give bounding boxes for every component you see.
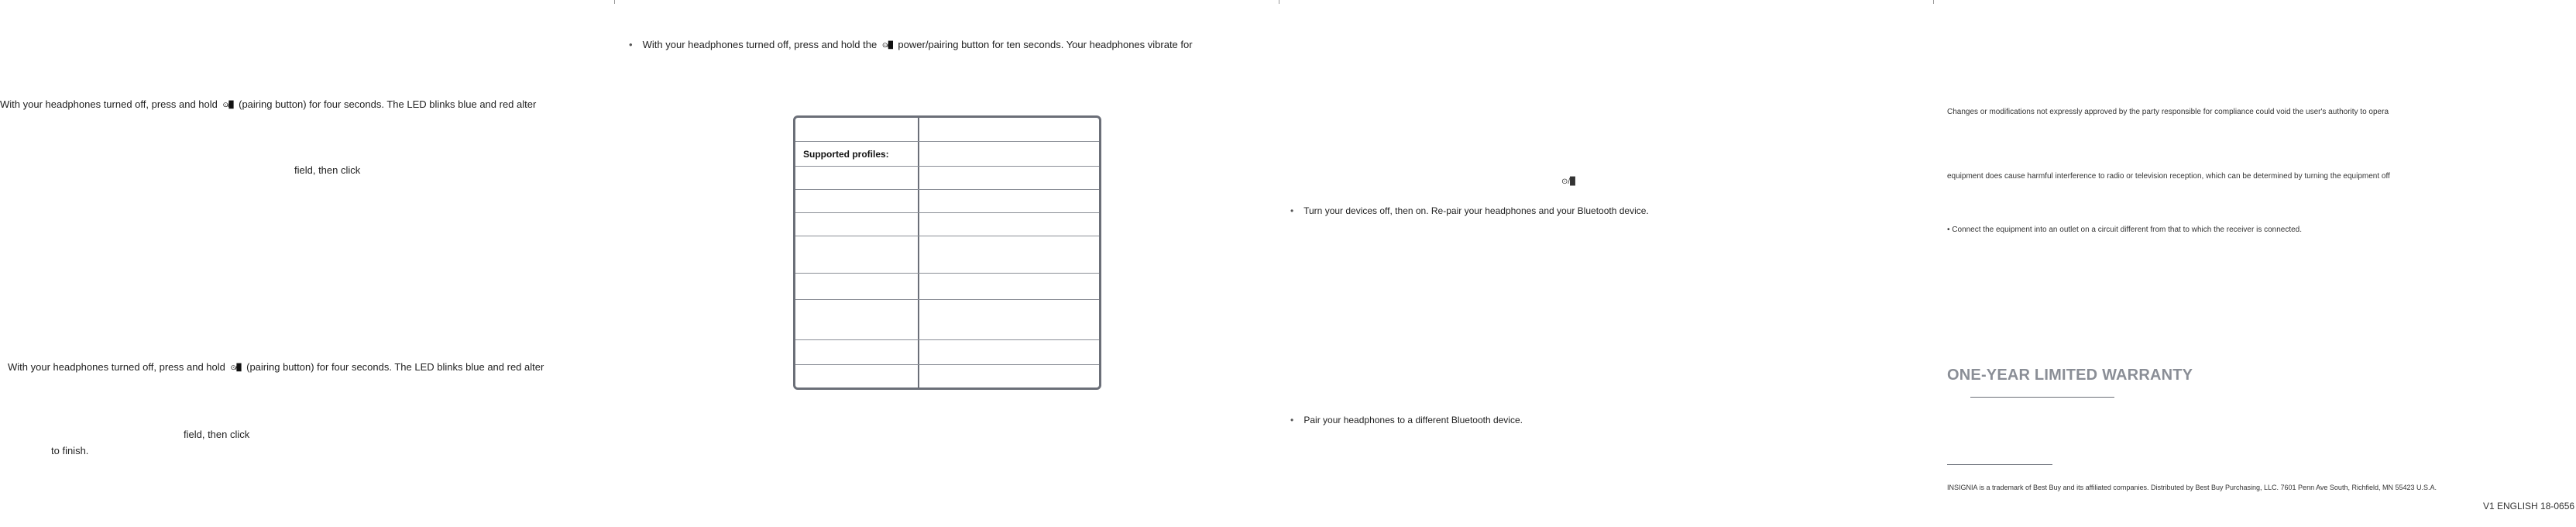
power-pairing-icon: ⊙/▉ xyxy=(1561,177,1576,186)
table-row-divider xyxy=(795,273,1099,274)
bullet-marker: • xyxy=(1290,415,1294,425)
troubleshoot-bullet-2-text: Pair your headphones to a different Bluetooth device. xyxy=(1303,415,1523,425)
pairing-step-a-line2: field, then click xyxy=(294,164,361,176)
warranty-underline xyxy=(1970,397,2114,398)
specifications-table xyxy=(793,115,1101,390)
bullet-marker: • xyxy=(1290,205,1294,216)
reset-text: With your headphones turned off, press and hold the xyxy=(642,39,878,50)
fcc-notice-line-2: equipment does cause harmful interference to radio or television reception, which can be determined by turning the equipment off xyxy=(1947,172,2390,181)
reset-instruction xyxy=(629,39,1193,50)
supported-profiles-label: Supported profiles: xyxy=(803,149,889,160)
troubleshoot-bullet-1-text: Turn your devices off, then on. Re-pair your headphones and your Bluetooth device. xyxy=(1303,205,1649,216)
pairing-step-a-text-after: (pairing button) for four seconds. The LED blinks blue and red alter xyxy=(239,98,537,110)
reset-text-after: power/pairing button for ten seconds. Your headphones vibrate for xyxy=(898,39,1193,50)
pairing-step-b-line2: field, then click xyxy=(184,429,250,440)
footnote-rule xyxy=(1947,464,2052,465)
fcc-notice-line-1: Changes or modifications not expressly approved by the party responsible for compliance could void the user's authority to opera xyxy=(1947,108,2389,116)
power-pairing-icon: ⊙/▉ xyxy=(881,41,893,49)
troubleshoot-bullet-1 xyxy=(1290,205,1649,217)
crop-mark xyxy=(1933,0,1934,4)
power-pairing-icon: ⊙/▉ xyxy=(222,101,234,108)
pairing-step-a-text: With your headphones turned off, press and hold xyxy=(0,98,218,110)
table-row-divider xyxy=(795,166,1099,167)
pairing-step-a xyxy=(0,98,536,110)
table-row-divider xyxy=(795,189,1099,190)
table-row-divider xyxy=(795,141,1099,142)
pairing-step-b-text: With your headphones turned off, press and hold xyxy=(8,361,225,373)
pairing-step-b-text-after: (pairing button) for four seconds. The LED blinks blue and red alter xyxy=(246,361,544,373)
table-row-divider xyxy=(795,364,1099,365)
warranty-title: ONE-YEAR LIMITED WARRANTY xyxy=(1947,367,2193,384)
pairing-step-b xyxy=(8,361,544,373)
bullet-marker: • xyxy=(629,39,633,50)
table-row-divider xyxy=(795,339,1099,340)
power-pairing-icon: ⊙/▉ xyxy=(230,363,242,371)
pairing-step-b-line3: to finish. xyxy=(51,445,89,456)
crop-mark xyxy=(614,0,615,4)
table-column-divider xyxy=(918,118,919,388)
trademark-notice: INSIGNIA is a trademark of Best Buy and its affiliated companies. Distributed by Best Buy Purchasing, LLC. 7601 Penn Ave South, Richfield, MN 55423 U.S.A. xyxy=(1947,484,2437,491)
version-label: V1 ENGLISH 18-0656 xyxy=(2483,501,2575,512)
fcc-notice-line-3: • Connect the equipment into an outlet on a circuit different from that to which the receiver is connected. xyxy=(1947,226,2303,234)
table-row-divider xyxy=(795,299,1099,300)
table-row-divider xyxy=(795,212,1099,213)
troubleshoot-bullet-2 xyxy=(1290,415,1523,426)
